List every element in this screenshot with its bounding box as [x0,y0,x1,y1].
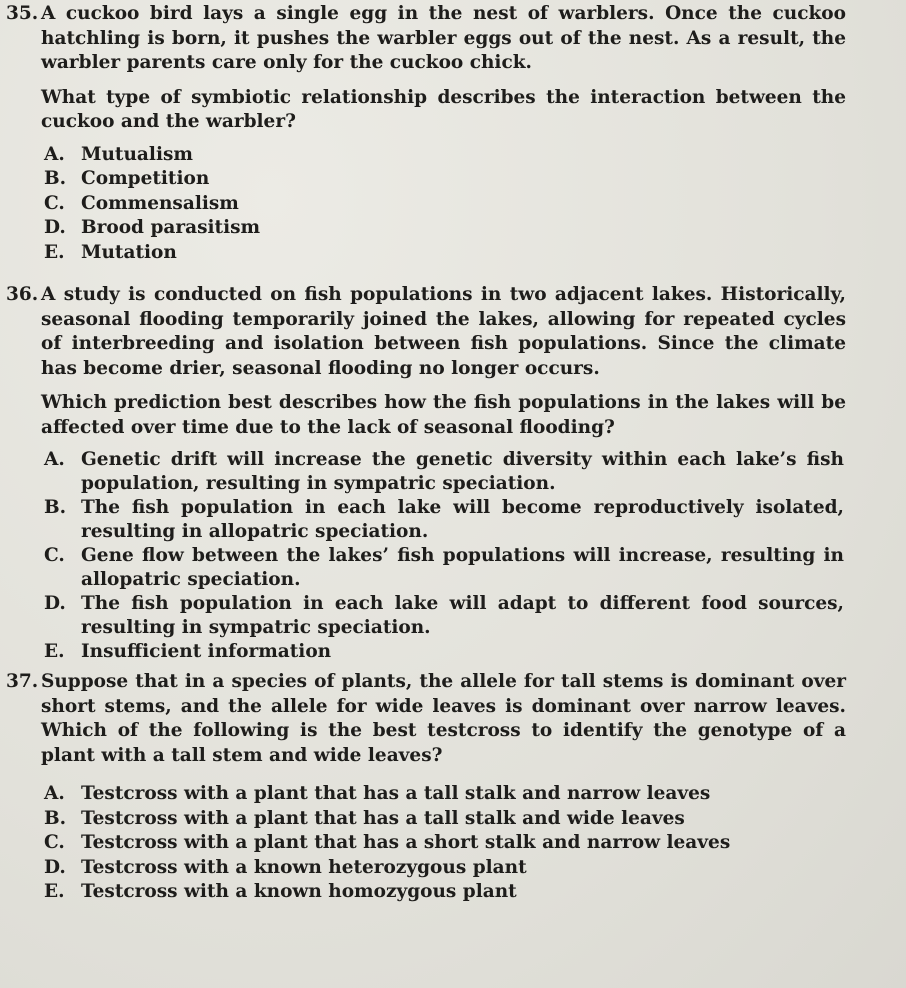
choice-text: Testcross with a known homozygous plant [81,881,517,902]
answer-choice-e [0,640,906,664]
choice-letter: B. [44,168,67,189]
choice-text: Insufficient information [81,641,332,662]
answer-choice-c [0,831,906,856]
choice-letter: A. [44,783,65,804]
question-35 [0,2,906,265]
answer-choice-c [0,544,906,592]
answer-choice-a [0,448,906,496]
question-36 [0,283,906,664]
answer-choice-d [0,216,906,241]
choice-text: Brood parasitism [81,217,261,238]
question-number: 36. [6,284,39,305]
question-37 [0,670,906,905]
question-prompt: Which prediction best describes how the fish populations in the lakes will be affected over time due to the lack of seasonal flooding? [41,392,846,438]
choice-letter: D. [44,856,66,878]
answer-choice-b [0,167,906,192]
question-number: 37. [6,671,39,692]
choice-text: Testcross with a known heterozygous plant [81,856,527,878]
answer-choice-d [0,592,906,640]
choice-letter: D. [44,217,66,238]
answer-choice-a [0,143,906,168]
question-stem: A cuckoo bird lays a single egg in the nest of warblers. Once the cuckoo hatchling is born, it pushes the warbler eggs out of the nest. As a result, the warbler parents care only for the cuckoo chick. [41,3,846,73]
choice-letter: E. [44,641,65,662]
choice-text: The fish population in each lake will adapt to different food sources, resulting in sympatric speciation. [81,593,844,638]
choice-text: Mutualism [81,143,193,165]
answer-choice-b [0,496,906,544]
answer-choice-a [0,782,906,807]
answer-choices [0,448,906,664]
question-stem: A study is conducted on fish populations in two adjacent lakes. Historically, seasonal flooding temporarily joined the lakes, allowing for repeated cycles of interbreeding and isolation between fish populations. Since the climate has become drier, seasonal flooding no longer occurs. [41,284,846,379]
choice-text: Mutation [81,241,177,263]
choice-text: Testcross with a plant that has a short stalk and narrow leaves [81,832,731,853]
question-prompt: What type of symbiotic relationship describes the interaction between the cuckoo and the warbler? [41,86,846,132]
choice-letter: A. [44,449,65,470]
answer-choice-e [0,241,906,266]
answer-choice-e [0,880,906,905]
choice-letter: D. [44,593,66,614]
choice-text: Testcross with a plant that has a tall stalk and wide leaves [81,807,685,829]
choice-letter: B. [44,497,67,518]
answer-choice-b [0,807,906,832]
choice-text: Genetic drift will increase the genetic diversity within each lake’s fish population, resulting in sympatric speciation. [81,449,844,494]
choice-text: The fish population in each lake will become reproductively isolated, resulting in allopatric speciation. [81,497,844,542]
choice-letter: C. [44,545,65,566]
answer-choice-c [0,192,906,217]
choice-letter: B. [44,807,67,829]
choice-text: Gene flow between the lakes’ fish populations will increase, resulting in allopatric speciation. [81,545,844,590]
question-stem: Suppose that in a species of plants, the allele for tall stems is dominant over short stems, and the allele for wide leaves is dominant over narrow leaves. Which of the following is the best testcross to identify the genotype of a plant with a tall stem and wide leaves? [41,671,846,766]
choice-text: Commensalism [81,192,239,214]
choice-letter: E. [44,881,65,902]
question-number: 35. [6,3,39,24]
choice-letter: C. [44,832,65,853]
choice-letter: A. [44,143,65,165]
answer-choice-d [0,856,906,881]
answer-choices [0,782,906,905]
choice-letter: C. [44,192,65,214]
choice-text: Competition [81,168,210,189]
answer-choices [0,143,906,266]
choice-text: Testcross with a plant that has a tall stalk and narrow leaves [81,783,711,804]
choice-letter: E. [44,241,65,263]
